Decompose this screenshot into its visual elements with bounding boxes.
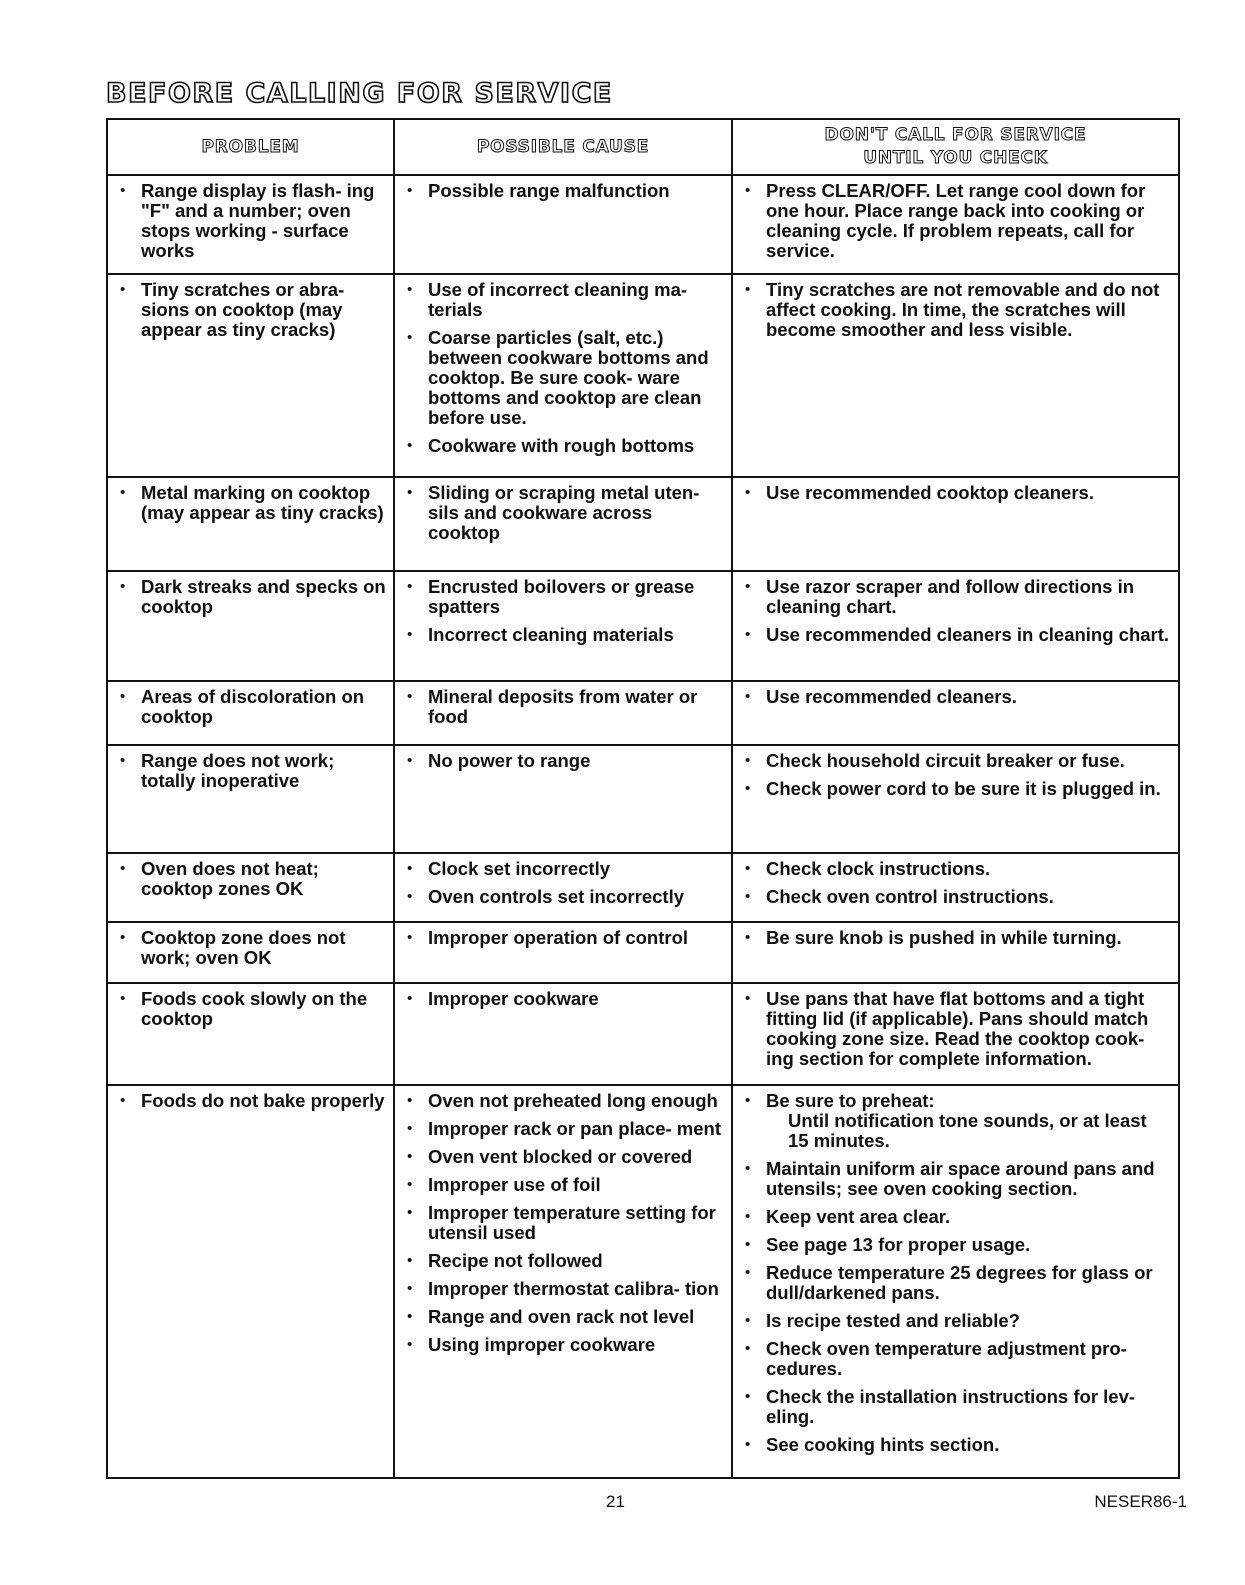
check-item (741, 1235, 1172, 1255)
check-cell (732, 922, 1179, 983)
problem-item: • Tiny scratches or abra- sions on cooktop (may appear as tiny cracks) (116, 280, 387, 340)
check-item (741, 751, 1172, 771)
check-item (741, 687, 1172, 707)
check-cell (732, 274, 1179, 477)
problem-cell (107, 853, 394, 922)
problem-item: • Foods cook slowly on the cooktop (116, 989, 387, 1029)
cause-item: • Encrusted boilovers or grease spatters (403, 577, 725, 617)
header-problem: PROBLEM (107, 119, 394, 175)
problem-cell (107, 477, 394, 571)
table-row (107, 922, 1179, 983)
troubleshooting-table (106, 118, 1180, 1479)
problem-item: • Metal marking on cooktop (may appear as tiny cracks) (116, 483, 387, 523)
cause-item: • Mineral deposits from water or food (403, 687, 725, 727)
header-possible-cause: POSSIBLE CAUSE (394, 119, 732, 175)
check-text: Check power cord to be sure it is plugged in. (766, 778, 1161, 799)
header-check-line2: UNTIL YOU CHECK (863, 148, 1048, 168)
check-item (741, 1159, 1172, 1199)
cause-cell (394, 745, 732, 853)
check-item (741, 1311, 1172, 1331)
check-cell (732, 175, 1179, 274)
cause-item: • Using improper cookware (403, 1335, 725, 1355)
table-body (107, 175, 1179, 1478)
problem-cell (107, 983, 394, 1085)
check-item (741, 1387, 1172, 1427)
cause-item: • Oven not preheated long enough (403, 1091, 725, 1111)
check-text: Be sure to preheat: (766, 1090, 935, 1111)
check-text: Check the installation instructions for lev- eling. (766, 1386, 1136, 1427)
check-item (741, 928, 1172, 948)
check-item (741, 280, 1172, 340)
cause-cell (394, 1085, 732, 1478)
problem-cell (107, 922, 394, 983)
cause-item: • Incorrect cleaning materials (403, 625, 725, 645)
check-item (741, 1339, 1172, 1379)
document-code: NESER86-1 (1094, 1492, 1187, 1511)
cause-cell (394, 922, 732, 983)
check-item (741, 577, 1172, 617)
check-cell (732, 853, 1179, 922)
check-text: Use pans that have flat bottoms and a tight fitting lid (if applicable). Pans should match cooking zone size. Read the cooktop cook- ing section for complete information. (766, 988, 1149, 1069)
check-item (741, 989, 1172, 1069)
cause-item: • Improper operation of control (403, 928, 725, 948)
check-item (741, 779, 1172, 799)
table-row (107, 571, 1179, 681)
check-item (741, 887, 1172, 907)
cause-item: • Clock set incorrectly (403, 859, 725, 879)
check-cell (732, 983, 1179, 1085)
problem-cell (107, 571, 394, 681)
check-text: Press CLEAR/OFF. Let range cool down for one hour. Place range back into cooking or cleaning cycle. If problem repeats, call for service. (766, 180, 1146, 261)
page-number: 21 (606, 1492, 625, 1511)
cause-item: • Range and oven rack not level (403, 1307, 725, 1327)
check-text: See cooking hints section. (766, 1434, 1000, 1455)
check-text: Check clock instructions. (766, 858, 991, 879)
check-text: Check oven control instructions. (766, 886, 1054, 907)
table-row (107, 745, 1179, 853)
check-item (741, 181, 1172, 261)
check-item (741, 625, 1172, 645)
check-item (741, 1207, 1172, 1227)
problem-cell (107, 175, 394, 274)
table-row (107, 1085, 1179, 1478)
check-text: Check oven temperature adjustment pro- cedures. (766, 1338, 1127, 1379)
cause-item: • Recipe not followed (403, 1251, 725, 1271)
check-text: Check household circuit breaker or fuse. (766, 750, 1125, 771)
check-item (741, 859, 1172, 879)
cause-cell (394, 274, 732, 477)
problem-item: • Range display is flash- ing "F" and a number; oven stops working - surface works (116, 181, 387, 261)
table-row (107, 681, 1179, 745)
cause-cell (394, 571, 732, 681)
preheat-note: Until notification tone sounds, or at least 15 minutes. (788, 1110, 1147, 1151)
problem-item: • Areas of discoloration on cooktop (116, 687, 387, 727)
check-text: Tiny scratches are not removable and do not affect cooking. In time, the scratches will become smoother and less visible. (766, 279, 1160, 340)
problem-cell (107, 1085, 394, 1478)
page-title: BEFORE CALLING FOR SERVICE (106, 78, 613, 109)
problem-item: • Cooktop zone does not work; oven OK (116, 928, 387, 968)
problem-cell (107, 681, 394, 745)
check-item (741, 1091, 1172, 1151)
check-text: Use recommended cooktop cleaners. (766, 482, 1094, 503)
cause-cell (394, 681, 732, 745)
table-row (107, 175, 1179, 274)
check-cell (732, 1085, 1179, 1478)
problem-cell (107, 274, 394, 477)
cause-item: • Possible range malfunction (403, 181, 725, 201)
cause-item: • Improper use of foil (403, 1175, 725, 1195)
table-row (107, 983, 1179, 1085)
table-row (107, 853, 1179, 922)
cause-cell (394, 853, 732, 922)
header-check-line1: DON'T CALL FOR SERVICE (824, 125, 1087, 145)
cause-item: • Sliding or scraping metal uten- sils and cookware across cooktop (403, 483, 725, 543)
check-cell (732, 477, 1179, 571)
check-item (741, 1263, 1172, 1303)
check-text: Be sure knob is pushed in while turning. (766, 927, 1122, 948)
table-row (107, 477, 1179, 571)
cause-cell (394, 477, 732, 571)
problem-item: • Range does not work; totally inoperative (116, 751, 387, 791)
problem-cell (107, 745, 394, 853)
cause-item: • Oven controls set incorrectly (403, 887, 725, 907)
header-check (732, 119, 1179, 175)
cause-item: • Improper rack or pan place- ment (403, 1119, 725, 1139)
problem-item: • Foods do not bake properly (116, 1091, 387, 1111)
cause-cell (394, 983, 732, 1085)
check-text: Use razor scraper and follow directions in cleaning chart. (766, 576, 1135, 617)
check-text: Maintain uniform air space around pans and utensils; see oven cooking section. (766, 1158, 1155, 1199)
cause-cell (394, 175, 732, 274)
cause-item: • No power to range (403, 751, 725, 771)
cause-item: • Use of incorrect cleaning ma- terials (403, 280, 725, 320)
check-item (741, 1435, 1172, 1455)
check-text: Use recommended cleaners. (766, 686, 1017, 707)
check-item (741, 483, 1172, 503)
check-text: Keep vent area clear. (766, 1206, 951, 1227)
cause-item: • Improper cookware (403, 989, 725, 1009)
problem-item: • Oven does not heat; cooktop zones OK (116, 859, 387, 899)
cause-item: • Coarse particles (salt, etc.) between cookware bottoms and cooktop. Be sure cook- ware bottoms and cooktop are clean before use. (403, 328, 725, 428)
check-cell (732, 681, 1179, 745)
cause-item: • Oven vent blocked or covered (403, 1147, 725, 1167)
check-text: Use recommended cleaners in cleaning chart. (766, 624, 1170, 645)
check-cell (732, 745, 1179, 853)
check-cell (732, 571, 1179, 681)
cause-item: • Improper temperature setting for utensil used (403, 1203, 725, 1243)
problem-item: • Dark streaks and specks on cooktop (116, 577, 387, 617)
check-text: Reduce temperature 25 degrees for glass or dull/darkened pans. (766, 1262, 1153, 1303)
check-text: See page 13 for proper usage. (766, 1234, 1031, 1255)
header-row (107, 119, 1179, 175)
cause-item: • Cookware with rough bottoms (403, 436, 725, 456)
check-text: Is recipe tested and reliable? (766, 1310, 1020, 1331)
table-row (107, 274, 1179, 477)
cause-item: • Improper thermostat calibra- tion (403, 1279, 725, 1299)
